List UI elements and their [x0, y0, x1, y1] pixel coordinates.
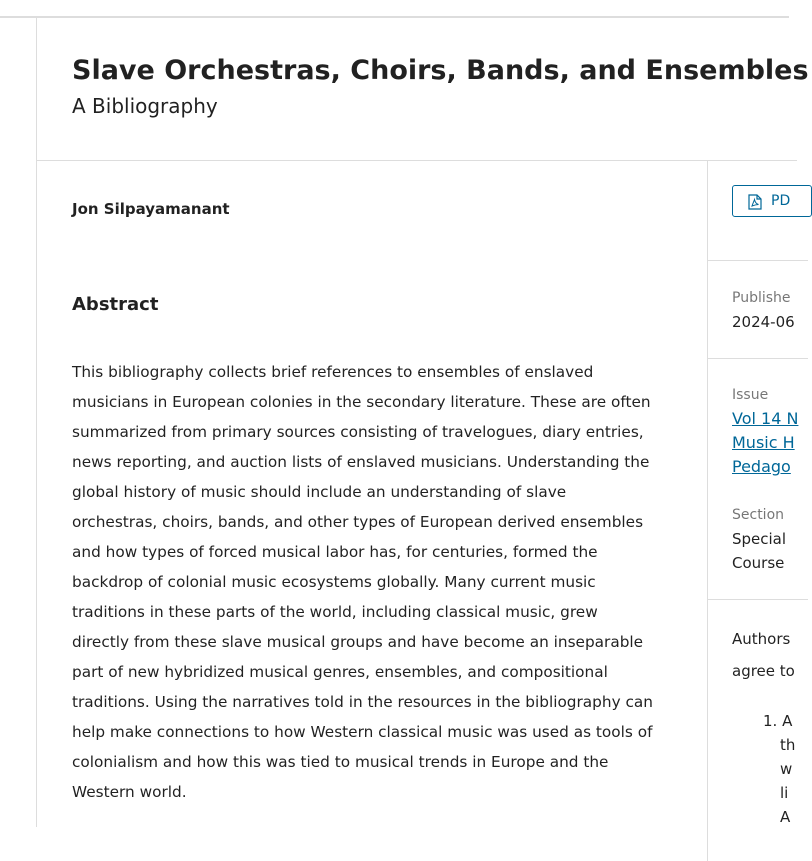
issue-label: Issue — [732, 387, 769, 403]
section-label: Section — [732, 507, 785, 523]
license-list-text: w — [780, 760, 793, 778]
abstract-line: traditions in these parts of the world, including classical music, grew — [72, 603, 598, 621]
author-name: Jon Silpayamanant — [72, 200, 230, 218]
article-title: Slave Orchestras, Choirs, Bands, and Ensembles — [72, 55, 809, 86]
section-value: Special — [732, 530, 787, 548]
abstract-line: and how types of forced musical labor has, for centuries, formed the — [72, 543, 598, 561]
published-label: Publishe — [732, 290, 791, 306]
abstract-text — [72, 357, 672, 807]
abstract-line: backdrop of colonial music ecosystems globally. Many current music — [72, 573, 596, 591]
published-date: 2024-06 — [732, 313, 795, 331]
abstract-line: news reporting, and auction lists of enslaved musicians. Understanding the — [72, 453, 650, 471]
license-text: Authors — [732, 630, 791, 648]
article-details-sidebar — [707, 161, 808, 861]
abstract-line: musicians in European colonies in the secondary literature. These are often — [72, 393, 651, 411]
abstract-line: This bibliography collects brief references to ensembles of enslaved — [72, 363, 594, 381]
article-frame — [36, 17, 809, 827]
abstract-line: traditions. Using the narratives told in the resources in the bibliography can — [72, 693, 653, 711]
sidebar-divider — [708, 358, 808, 359]
license-list-text: th — [780, 736, 796, 754]
abstract-line: part of new hybridized musical genres, ensembles, and compositional — [72, 663, 608, 681]
abstract-line: summarized from primary sources consisting of travelogues, diary entries, — [72, 423, 644, 441]
license-list-text: li — [780, 784, 789, 802]
issue-link[interactable]: Music H — [732, 433, 795, 452]
issue-link[interactable]: Vol 14 N — [732, 409, 799, 428]
sidebar-divider — [708, 599, 808, 600]
sidebar-divider — [708, 260, 808, 261]
abstract-line: help make connections to how Western classical music was used as tools of — [72, 723, 653, 741]
section-value: Course — [732, 554, 785, 572]
pdf-download-button[interactable] — [732, 185, 812, 217]
abstract-line: colonialism and how this was tied to musical trends in Europe and the — [72, 753, 609, 771]
license-list-text: A — [780, 808, 791, 826]
article-subtitle: A Bibliography — [72, 94, 218, 118]
pdf-file-icon — [748, 194, 762, 210]
article-main-entry — [37, 161, 707, 841]
abstract-line: global history of music should include an understanding of slave — [72, 483, 567, 501]
top-navigation-bar — [0, 0, 789, 18]
abstract-heading: Abstract — [72, 294, 159, 315]
abstract-line: directly from these slave musical groups and have become an inseparable — [72, 633, 644, 651]
license-list-item: 1. A — [763, 712, 793, 730]
issue-link[interactable]: Pedago — [732, 457, 791, 476]
abstract-line: Western world. — [72, 783, 187, 801]
abstract-line: orchestras, choirs, bands, and other types of European derived ensembles — [72, 513, 644, 531]
article-header — [37, 17, 809, 161]
pdf-button-label: PD — [771, 193, 791, 209]
license-text: agree to — [732, 662, 795, 680]
